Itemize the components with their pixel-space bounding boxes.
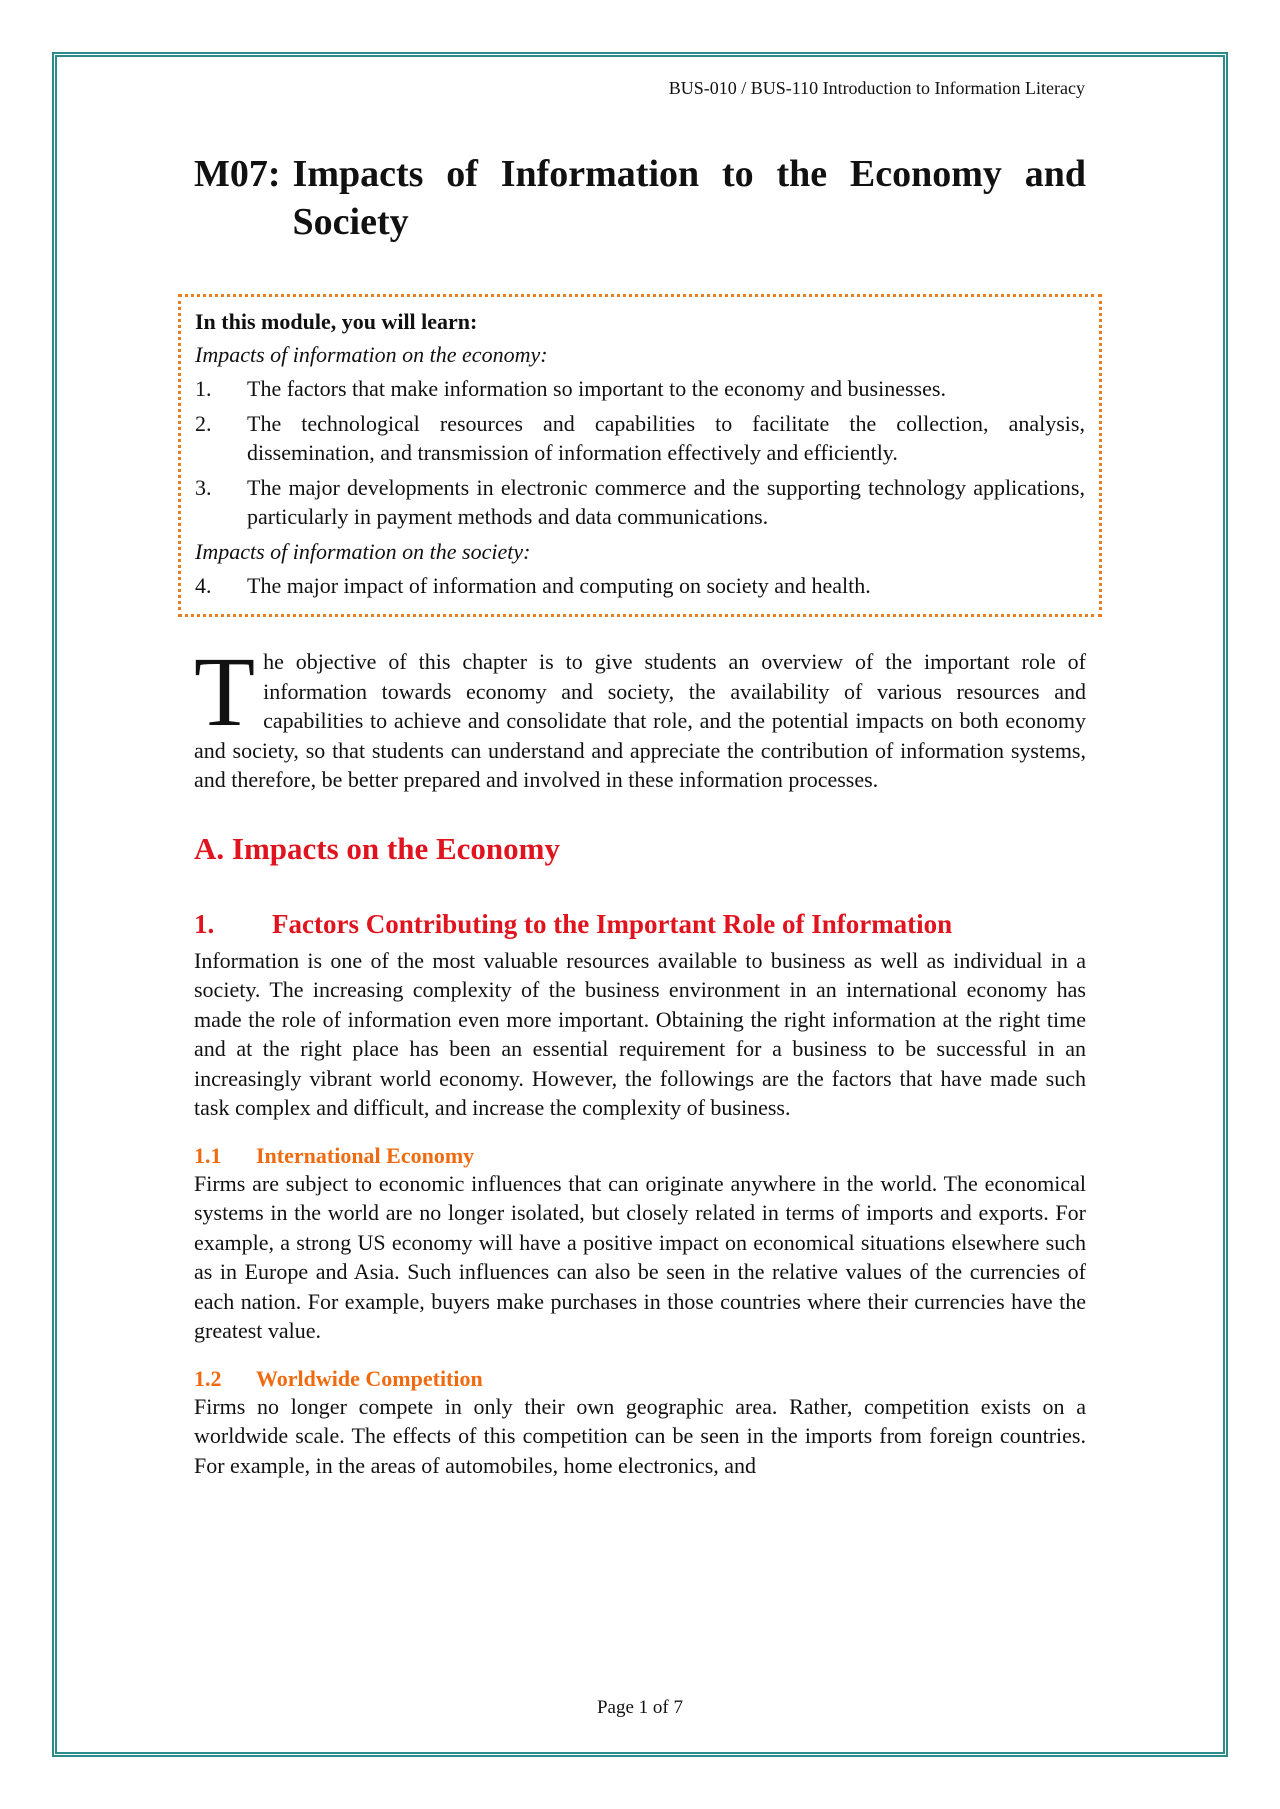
list-item-text: The major developments in electronic commerce and the supporting technology applications, particularly in payment methods and data communications.: [247, 475, 1085, 529]
economy-label: Impacts of information on the economy:: [195, 342, 548, 367]
section-1-1-number: 1.1: [194, 1142, 222, 1168]
list-item-number: 3.: [195, 475, 212, 500]
section-1-2-number: 1.2: [194, 1365, 222, 1391]
section-1-2-heading: [194, 1366, 1086, 1392]
section-1-number: 1.: [194, 908, 215, 939]
drop-cap: T: [194, 636, 256, 747]
section-1-1-title: International Economy: [256, 1142, 475, 1168]
running-header: BUS-010 / BUS-110 Introduction to Information Literacy: [668, 78, 1085, 98]
section-1-2-paragraph: Firms no longer compete in only their own geographic area. Rather, competition exists on a worldwide scale. The effects of this competition can be seen in the imports from foreign countries. For example, in the areas of automobiles, home electronics, and: [194, 1393, 1086, 1478]
society-label: Impacts of information on the society:: [195, 539, 531, 564]
learning-objectives-box: [178, 294, 1102, 617]
list-item: [195, 374, 1085, 403]
section-1-title: Factors Contributing to the Important Role of Information: [272, 908, 953, 939]
section-1-paragraph: Information is one of the most valuable resources available to business as well as individual in a society. The increasing complexity of the business environment in an international economy has made the role of information even more important. Obtaining the right information at the right time and at the right place has been an essential requirement for a business to be successful in an increasingly vibrant world economy. However, the followings are the factors that have made such task complex and difficult, and increase the complexity of business.: [194, 947, 1086, 1120]
list-item: [195, 409, 1085, 467]
section-1-1-paragraph: Firms are subject to economic influences that can originate anywhere in the world. The economical systems in the world are no longer isolated, but closely related in terms of imports and exports. For example, a strong US economy will have a positive impact on economical situations elsewhere such as in Europe and Asia. Such influences can also be seen in the relative values of the currencies of each nation. For example, buyers make purchases in those countries where their currencies have the greatest value.: [194, 1170, 1086, 1343]
list-item-number: 2.: [195, 411, 212, 436]
page-content: [194, 150, 1086, 1480]
list-item-text: The factors that make information so important to the economy and businesses.: [247, 376, 946, 401]
list-item-number: 4.: [195, 573, 212, 598]
section-1-1-heading: [194, 1143, 1086, 1169]
list-item-text: The major impact of information and computing on society and health.: [247, 573, 871, 598]
module-number: M07:: [194, 153, 281, 195]
section-a-heading: A. Impacts on the Economy: [194, 830, 560, 866]
list-item-number: 1.: [195, 376, 212, 401]
list-item: [195, 473, 1085, 531]
intro-paragraph: [194, 636, 1086, 795]
intro-text: he objective of this chapter is to give students an overview of the important role of information towards economy and society, the availability of various resources and capabilities to achieve and consolidate that role, and the potential impacts on both economy and society, so that students can understand and appreciate the contribution of information systems, and therefore, be better prepared and involved in these information processes.: [194, 649, 1086, 792]
page-title: [194, 150, 1086, 246]
list-item-text: The technological resources and capabilities to facilitate the collection, analysis, dissemination, and transmission of information effectively and efficiently.: [247, 411, 1085, 465]
page-number: Page 1 of 7: [596, 1697, 683, 1718]
section-1-heading: [194, 909, 1086, 940]
learning-box-heading: In this module, you will learn:: [195, 309, 478, 334]
section-1-2-title: Worldwide Competition: [256, 1365, 483, 1391]
list-item: [195, 571, 1085, 600]
module-title: Impacts of Information to the Economy and Society: [292, 153, 1086, 243]
